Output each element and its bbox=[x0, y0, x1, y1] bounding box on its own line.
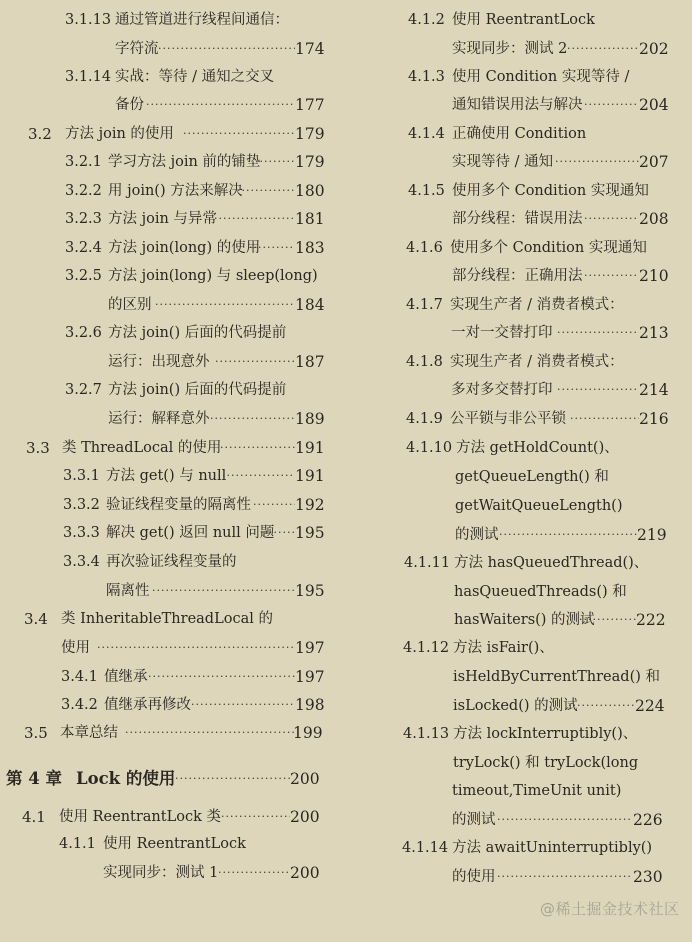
page-number: 208 bbox=[639, 210, 669, 228]
entry-title: 使用多个 Condition 实现通知 bbox=[450, 240, 647, 256]
entry-number: 3.2 bbox=[28, 125, 52, 143]
toc-entry-4-1-10-cont1[interactable] bbox=[346, 465, 676, 489]
leader-dots bbox=[249, 236, 295, 260]
toc-entry-4-1-6-cont[interactable] bbox=[346, 264, 676, 288]
entry-title: timeout,TimeUnit unit) bbox=[452, 783, 622, 799]
toc-entry-3-1-13-cont[interactable] bbox=[0, 37, 330, 61]
leader-dots bbox=[584, 93, 639, 117]
toc-entry-4-1[interactable] bbox=[0, 805, 330, 829]
entry-number: 4.1.7 bbox=[406, 297, 443, 313]
entry-number: 3.3.2 bbox=[63, 497, 100, 513]
entry-number: 4.1.12 bbox=[403, 640, 450, 656]
entry-title: 学习方法 join 前的铺垫 bbox=[108, 154, 261, 170]
leader-dots bbox=[213, 464, 295, 488]
toc-entry-4-1-8-cont[interactable] bbox=[346, 378, 676, 402]
entry-number: 4.1.1 bbox=[59, 836, 96, 852]
page-number: 191 bbox=[295, 439, 325, 457]
entry-title: 使用 ReentrantLock 类 bbox=[59, 809, 221, 825]
toc-entry-4-1-5-cont[interactable] bbox=[346, 207, 676, 231]
page-number: 204 bbox=[639, 96, 669, 114]
chapter-number: 第 4 章 bbox=[6, 769, 62, 788]
entry-title: tryLock() 和 tryLock(long bbox=[453, 755, 639, 771]
leader-dots bbox=[155, 293, 295, 317]
toc-entry-4-1-1-cont[interactable] bbox=[0, 861, 330, 885]
toc-entry-3-3-1[interactable] bbox=[0, 464, 330, 488]
entry-title: 再次验证线程变量的 bbox=[106, 554, 237, 570]
toc-entry-4-1-13-cont1[interactable] bbox=[346, 751, 676, 775]
entry-title: 实战：等待 / 通知之交叉 bbox=[115, 69, 275, 85]
page-number: 181 bbox=[295, 210, 325, 228]
page-number: 210 bbox=[639, 267, 669, 285]
toc-entry-3-1-14[interactable] bbox=[0, 65, 330, 89]
toc-entry-4-1-10-cont2[interactable] bbox=[346, 494, 676, 518]
page-number: 180 bbox=[295, 182, 325, 200]
toc-entry-4-1-12[interactable] bbox=[346, 636, 676, 660]
page-number: 187 bbox=[295, 353, 325, 371]
toc-entry-3-2-7[interactable] bbox=[0, 378, 330, 402]
toc-entry-4-1-7[interactable] bbox=[346, 293, 676, 317]
toc-entry-3-2-7-cont[interactable] bbox=[0, 407, 330, 431]
toc-entry-4-1-7-cont[interactable] bbox=[346, 321, 676, 345]
entry-number: 3.2.5 bbox=[65, 268, 102, 284]
leader-dots bbox=[175, 767, 290, 791]
toc-entry-3-4-cont[interactable] bbox=[0, 636, 330, 660]
leader-dots bbox=[152, 579, 295, 603]
entry-number: 3.2.7 bbox=[65, 382, 102, 398]
toc-entry-3-4-2[interactable] bbox=[0, 693, 330, 717]
entry-title: 方法 join 的使用 bbox=[65, 126, 174, 142]
entry-number: 3.2.2 bbox=[65, 183, 102, 199]
leader-dots bbox=[253, 493, 295, 517]
page-number: 200 bbox=[290, 864, 320, 882]
entry-number: 3.4.1 bbox=[61, 669, 98, 685]
entry-title: 方法 join 与异常 bbox=[108, 211, 217, 227]
entry-number: 3.3.1 bbox=[63, 468, 100, 484]
toc-entry-3-3-3[interactable] bbox=[0, 521, 330, 545]
toc-entry-4-1-10[interactable] bbox=[346, 436, 676, 460]
leader-dots bbox=[148, 665, 295, 689]
toc-entry-4-1-14-cont[interactable] bbox=[346, 865, 676, 889]
page-number: 207 bbox=[639, 153, 669, 171]
page-number: 192 bbox=[295, 496, 325, 514]
entry-title: 使用 bbox=[61, 640, 90, 656]
toc-entry-4-1-14[interactable] bbox=[346, 836, 676, 860]
entry-number: 3.3.4 bbox=[63, 554, 100, 570]
page-number: 198 bbox=[295, 696, 325, 714]
toc-entry-3-2-5-cont[interactable] bbox=[0, 293, 330, 317]
toc-entry-3-3[interactable] bbox=[0, 436, 330, 460]
entry-number: 3.5 bbox=[24, 724, 48, 742]
entry-title: 类 ThreadLocal 的使用 bbox=[62, 440, 222, 456]
toc-entry-4-1-13[interactable] bbox=[346, 722, 676, 746]
toc-entry-4-1-8[interactable] bbox=[346, 350, 676, 374]
entry-title: 方法 isFair()、 bbox=[453, 640, 554, 656]
entry-number: 3.2.1 bbox=[65, 154, 102, 170]
page-number: 216 bbox=[639, 410, 669, 428]
entry-number: 4.1.5 bbox=[408, 183, 445, 199]
entry-title: getQueueLength() 和 bbox=[455, 469, 609, 485]
entry-number: 3.4 bbox=[24, 610, 48, 628]
leader-dots bbox=[146, 93, 295, 117]
leader-dots bbox=[557, 378, 639, 402]
leader-dots bbox=[237, 179, 295, 203]
chapter-title: Lock 的使用 bbox=[76, 769, 176, 788]
entry-number: 4.1.8 bbox=[406, 354, 443, 370]
toc-entry-3-1-14-cont[interactable] bbox=[0, 93, 330, 117]
leader-dots bbox=[212, 805, 290, 829]
entry-title: 实现同步：测试 1 bbox=[103, 865, 219, 881]
leader-dots bbox=[210, 407, 295, 431]
page-number: 230 bbox=[633, 868, 663, 886]
entry-title: 一对一交替打印 bbox=[451, 325, 553, 341]
entry-number: 4.1.13 bbox=[403, 726, 450, 742]
toc-entry-3-2-1[interactable] bbox=[0, 150, 330, 174]
toc-entry-4-1-11-cont1[interactable] bbox=[346, 580, 676, 604]
page-number: 189 bbox=[295, 410, 325, 428]
page-number: 202 bbox=[639, 40, 669, 58]
page-number: 200 bbox=[290, 808, 320, 826]
entry-title: 备份 bbox=[115, 97, 144, 113]
leader-dots bbox=[568, 694, 635, 718]
leader-dots bbox=[497, 865, 633, 889]
entry-title: 实现生产者 / 消费者模式： bbox=[450, 297, 624, 313]
entry-title: 方法 join(long) 与 sleep(long) bbox=[108, 268, 318, 284]
entry-title: 部分线程：正确用法 bbox=[452, 268, 583, 284]
toc-entry-3-2-2[interactable] bbox=[0, 179, 330, 203]
page-number: 179 bbox=[295, 125, 325, 143]
entry-number: 4.1.4 bbox=[408, 126, 445, 142]
page-number: 183 bbox=[295, 239, 325, 257]
toc-entry-4-1-10-cont3[interactable] bbox=[346, 523, 676, 547]
entry-title: 的区别 bbox=[108, 297, 152, 313]
entry-title: 方法 awaitUninterruptibly() bbox=[452, 840, 653, 856]
entry-number: 3.2.6 bbox=[65, 325, 102, 341]
entry-number: 3.3.3 bbox=[63, 525, 100, 541]
entry-title: 隔离性 bbox=[106, 583, 150, 599]
entry-title: hasQueuedThreads() 和 bbox=[454, 584, 627, 600]
page-number: 197 bbox=[295, 668, 325, 686]
entry-number: 4.1.10 bbox=[406, 440, 453, 456]
entry-title: 运行：出现意外 bbox=[108, 354, 210, 370]
toc-entry-3-1-13[interactable] bbox=[0, 8, 330, 32]
toc-entry-4-1-11-cont2[interactable] bbox=[346, 608, 676, 632]
toc-entry-3-2-3[interactable] bbox=[0, 207, 330, 231]
page-number: 226 bbox=[633, 811, 663, 829]
entry-number: 3.3 bbox=[26, 439, 50, 457]
toc-entry-4-1-3-cont[interactable] bbox=[346, 93, 676, 117]
leader-dots bbox=[125, 721, 295, 745]
entry-title: 方法 join() 后面的代码提前 bbox=[108, 382, 287, 398]
leader-dots bbox=[555, 150, 639, 174]
entry-title: 公平锁与非公平锁 bbox=[450, 411, 566, 427]
page-number: 214 bbox=[639, 381, 669, 399]
entry-title: 值继承再修改 bbox=[104, 697, 191, 713]
leader-dots bbox=[218, 861, 290, 885]
leader-dots bbox=[260, 521, 295, 545]
leader-dots bbox=[158, 37, 295, 61]
toc-entry-4-1-2[interactable] bbox=[346, 8, 676, 32]
entry-number: 3.2.4 bbox=[65, 240, 102, 256]
entry-title: 通过管道进行线程间通信： bbox=[115, 12, 289, 28]
entry-number: 4.1.6 bbox=[406, 240, 443, 256]
entry-title: isLocked() 的测试 bbox=[453, 698, 578, 714]
entry-title: 验证线程变量的隔离性 bbox=[106, 497, 251, 513]
toc-entry-3-3-2[interactable] bbox=[0, 493, 330, 517]
watermark: @稀土掘金技术社区 bbox=[540, 900, 680, 918]
leader-dots bbox=[255, 150, 295, 174]
toc-entry-4-1-12-cont1[interactable] bbox=[346, 665, 676, 689]
entry-number: 3.4.2 bbox=[61, 697, 98, 713]
page-number: 179 bbox=[295, 153, 325, 171]
page-number: 195 bbox=[295, 582, 325, 600]
entry-title: 实现等待 / 通知 bbox=[452, 154, 554, 170]
page-number: 174 bbox=[295, 40, 325, 58]
toc-chapter-4[interactable] bbox=[0, 767, 330, 791]
leader-dots bbox=[567, 37, 639, 61]
toc-entry-4-1-13-cont2[interactable] bbox=[346, 779, 676, 803]
leader-dots bbox=[214, 207, 295, 231]
toc-entry-4-1-5[interactable] bbox=[346, 179, 676, 203]
leader-dots bbox=[191, 693, 295, 717]
entry-number: 3.2.3 bbox=[65, 211, 102, 227]
entry-number: 4.1.14 bbox=[402, 840, 449, 856]
entry-title: hasWaiters() 的测试 bbox=[454, 612, 595, 628]
page-number: 222 bbox=[636, 611, 666, 629]
toc-entry-4-1-9[interactable] bbox=[346, 407, 676, 431]
entry-title: isHeldByCurrentThread() 和 bbox=[453, 669, 660, 685]
entry-title: 使用 ReentrantLock bbox=[103, 836, 246, 852]
toc-entry-3-2-4[interactable] bbox=[0, 236, 330, 260]
page-number: 191 bbox=[295, 467, 325, 485]
toc-entry-4-1-4[interactable] bbox=[346, 122, 676, 146]
leader-dots bbox=[97, 636, 295, 660]
entry-title: 方法 hasQueuedThread()、 bbox=[454, 555, 649, 571]
page-number: 195 bbox=[295, 524, 325, 542]
leader-dots bbox=[584, 264, 639, 288]
entry-number: 4.1 bbox=[22, 808, 46, 826]
entry-title: 的测试 bbox=[452, 812, 496, 828]
entry-title: 值继承 bbox=[104, 669, 148, 685]
page-number: 224 bbox=[635, 697, 665, 715]
toc-entry-3-4-1[interactable] bbox=[0, 665, 330, 689]
leader-dots bbox=[497, 808, 633, 832]
page-number: 177 bbox=[295, 96, 325, 114]
entry-title: 实现生产者 / 消费者模式： bbox=[450, 354, 624, 370]
entry-title: 字符流 bbox=[115, 41, 159, 57]
entry-number: 4.1.11 bbox=[404, 555, 451, 571]
toc-entry-4-1-12-cont2[interactable] bbox=[346, 694, 676, 718]
toc-entry-4-1-13-cont3[interactable] bbox=[346, 808, 676, 832]
entry-title: 方法 join(long) 的使用 bbox=[108, 240, 261, 256]
entry-title: 用 join() 方法来解决 bbox=[108, 183, 243, 199]
toc-entry-4-1-6[interactable] bbox=[346, 236, 676, 260]
leader-dots bbox=[499, 523, 637, 547]
leader-dots bbox=[183, 122, 295, 146]
entry-title: getWaitQueueLength() bbox=[455, 498, 623, 514]
page-number: 219 bbox=[637, 526, 667, 544]
toc-entry-4-1-4-cont[interactable] bbox=[346, 150, 676, 174]
toc-entry-4-1-3[interactable] bbox=[346, 65, 676, 89]
entry-title: 方法 get() 与 null bbox=[106, 468, 227, 484]
toc-entry-3-3-4[interactable] bbox=[0, 550, 330, 574]
entry-title: 方法 join() 后面的代码提前 bbox=[108, 325, 287, 341]
entry-number: 3.1.14 bbox=[65, 69, 112, 85]
leader-dots bbox=[215, 350, 295, 374]
toc-entry-4-1-1[interactable] bbox=[0, 832, 330, 856]
toc-entry-4-1-11[interactable] bbox=[346, 551, 676, 575]
toc-entry-3-5[interactable] bbox=[0, 721, 330, 745]
leader-dots bbox=[584, 207, 639, 231]
page-number: 197 bbox=[295, 639, 325, 657]
leader-dots bbox=[570, 407, 639, 431]
entry-title: 部分线程：错误用法 bbox=[452, 211, 583, 227]
entry-number: 4.1.9 bbox=[406, 411, 443, 427]
entry-title: 的使用 bbox=[452, 869, 496, 885]
entry-title: 多对多交替打印 bbox=[451, 382, 553, 398]
entry-title: 实现同步：测试 2 bbox=[452, 41, 568, 57]
leader-dots bbox=[579, 608, 636, 632]
page-number: 213 bbox=[639, 324, 669, 342]
entry-title: 解决 get() 返回 null 问题 bbox=[106, 525, 275, 541]
page-number: 199 bbox=[293, 724, 323, 742]
toc-entry-4-1-2-cont[interactable] bbox=[346, 37, 676, 61]
entry-title: 本章总结 bbox=[60, 725, 118, 741]
page-number: 184 bbox=[295, 296, 325, 314]
entry-title: 方法 lockInterruptibly()、 bbox=[453, 726, 638, 742]
toc-entry-3-2-6-cont[interactable] bbox=[0, 350, 330, 374]
entry-title: 类 InheritableThreadLocal 的 bbox=[61, 611, 273, 627]
entry-title: 正确使用 Condition bbox=[452, 126, 587, 142]
entry-number: 4.1.3 bbox=[408, 69, 445, 85]
entry-title: 通知错误用法与解决 bbox=[452, 97, 583, 113]
entry-title: 使用 ReentrantLock bbox=[452, 12, 595, 28]
entry-title: 使用 Condition 实现等待 / bbox=[452, 69, 630, 85]
leader-dots bbox=[557, 321, 639, 345]
entry-number: 3.1.13 bbox=[65, 12, 112, 28]
entry-number: 4.1.2 bbox=[408, 12, 445, 28]
toc-entry-3-3-4-cont[interactable] bbox=[0, 579, 330, 603]
page-number: 200 bbox=[290, 770, 320, 788]
entry-title: 使用多个 Condition 实现通知 bbox=[452, 183, 649, 199]
entry-title: 运行：解释意外 bbox=[108, 411, 210, 427]
toc-entry-3-4[interactable] bbox=[0, 607, 330, 631]
leader-dots bbox=[220, 436, 295, 460]
toc-entry-3-2-5[interactable] bbox=[0, 264, 330, 288]
toc-entry-3-2-6[interactable] bbox=[0, 321, 330, 345]
entry-title: 的测试 bbox=[455, 527, 499, 543]
toc-entry-3-2[interactable] bbox=[0, 122, 330, 146]
entry-title: 方法 getHoldCount()、 bbox=[456, 440, 619, 456]
